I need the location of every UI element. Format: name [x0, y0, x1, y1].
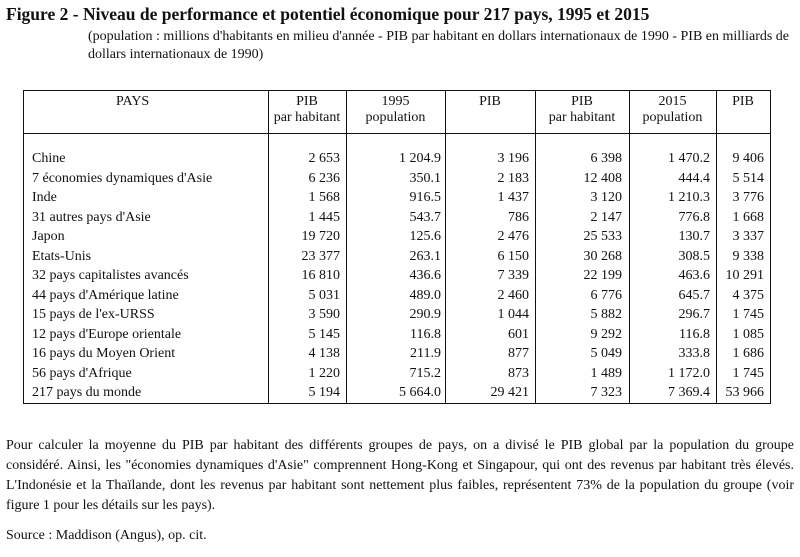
header-line1: PIB	[296, 94, 318, 109]
cell-population-2015: 444.4	[678, 170, 710, 186]
table-row	[24, 208, 770, 228]
header-line1: 2015	[658, 94, 687, 109]
header-line1: PIB	[732, 94, 754, 109]
cell-pib-par-habitant-1995: 1 445	[308, 209, 340, 225]
cell-pib-par-habitant-1995: 2 653	[308, 151, 340, 166]
cell-pib-par-habitant-2015: 1 489	[590, 365, 622, 381]
cell-population-1995: 211.9	[410, 346, 441, 361]
cell-pib-1995: 7 339	[497, 268, 529, 283]
cell-pib-par-habitant-2015: 3 120	[590, 190, 622, 205]
header-pib-1995	[445, 91, 535, 133]
cell-population-2015: 645.7	[678, 287, 710, 303]
cell-pib-par-habitant-1995: 6 236	[308, 170, 340, 186]
table-row	[24, 383, 770, 403]
cell-pib-2015: 1 085	[732, 326, 764, 342]
cell-population-2015: 296.7	[678, 307, 710, 322]
cell-population-1995: 5 664.0	[399, 385, 441, 400]
cell-population-1995: 436.6	[409, 268, 441, 283]
cell-population-2015: 1 172.0	[668, 365, 710, 381]
table-row	[24, 325, 770, 345]
cell-pib-1995: 3 196	[497, 151, 529, 166]
cell-pib-1995: 2 476	[497, 229, 529, 244]
data-table	[23, 90, 771, 404]
header-pib-par-habitant-1995	[268, 91, 346, 133]
cell-pays: Japon	[32, 229, 65, 244]
cell-pib-par-habitant-1995: 4 138	[308, 346, 340, 361]
cell-pib-2015: 5 514	[732, 170, 764, 186]
header-line1: PIB	[479, 94, 501, 109]
table-row	[24, 188, 770, 208]
cell-population-1995: 116.8	[410, 326, 441, 342]
cell-pib-par-habitant-2015: 30 268	[583, 248, 622, 264]
cell-pib-par-habitant-1995: 5 031	[308, 287, 340, 303]
table-row	[24, 364, 770, 384]
cell-population-2015: 333.8	[678, 346, 710, 361]
header-pays	[24, 91, 268, 133]
table-row	[24, 247, 770, 267]
table-body	[24, 149, 770, 403]
figure-subtitle: (population : millions d'habitants en milieu d'année - PIB par habitant en dollars internationaux de 1990 - PIB en milliards de dollars internationaux de 1990)	[88, 29, 790, 62]
cell-pib-1995: 6 150	[497, 248, 529, 264]
cell-population-1995: 263.1	[409, 248, 441, 264]
cell-pays: 7 économies dynamiques d'Asie	[32, 170, 213, 186]
cell-population-2015: 463.6	[678, 268, 710, 283]
cell-population-1995: 350.1	[409, 170, 441, 186]
cell-pib-1995: 601	[508, 326, 529, 342]
cell-pib-par-habitant-2015: 6 398	[590, 151, 622, 166]
cell-pays: 56 pays d'Afrique	[32, 365, 132, 381]
header-line2: par habitant	[548, 110, 616, 125]
cell-population-2015: 116.8	[679, 326, 710, 342]
cell-pib-2015: 10 291	[725, 268, 764, 283]
table-row	[24, 266, 770, 286]
table-row	[24, 305, 770, 325]
cell-pib-2015: 3 776	[732, 190, 764, 205]
cell-pib-1995: 877	[508, 346, 529, 361]
cell-population-1995: 1 204.9	[399, 151, 441, 166]
cell-pib-1995: 29 421	[490, 385, 529, 400]
cell-pib-par-habitant-2015: 9 292	[590, 326, 622, 342]
cell-population-2015: 130.7	[678, 229, 710, 244]
cell-population-1995: 125.6	[409, 229, 441, 244]
cell-pib-par-habitant-2015: 12 408	[583, 170, 622, 186]
cell-pib-par-habitant-1995: 5 194	[308, 385, 340, 400]
cell-pib-1995: 873	[508, 365, 529, 381]
source-line: Source : Maddison (Angus), op. cit.	[6, 528, 207, 543]
cell-population-1995: 489.0	[409, 287, 441, 303]
cell-population-2015: 776.8	[678, 209, 710, 225]
cell-pays: 31 autres pays d'Asie	[32, 209, 151, 225]
cell-pib-1995: 1 437	[497, 190, 529, 205]
table-row	[24, 227, 770, 247]
cell-pib-2015: 1 686	[732, 346, 764, 361]
header-line1: PIB	[571, 94, 593, 109]
cell-pib-par-habitant-2015: 7 323	[590, 385, 622, 400]
cell-population-2015: 1 210.3	[668, 190, 710, 205]
cell-pib-par-habitant-2015: 5 049	[590, 346, 622, 361]
cell-pays: 15 pays de l'ex-URSS	[32, 307, 155, 322]
cell-pib-2015: 9 338	[732, 248, 764, 264]
cell-pib-2015: 53 966	[725, 385, 764, 400]
table-row	[24, 169, 770, 189]
header-line2: population	[642, 110, 703, 125]
cell-population-2015: 1 470.2	[668, 151, 710, 166]
header-population-2015	[629, 91, 716, 133]
cell-pib-1995: 2 460	[497, 287, 529, 303]
cell-pib-par-habitant-1995: 1 568	[308, 190, 340, 205]
cell-population-2015: 308.5	[678, 248, 710, 264]
cell-pib-par-habitant-2015: 6 776	[590, 287, 622, 303]
cell-pays: 32 pays capitalistes avancés	[32, 268, 189, 283]
cell-pib-par-habitant-2015: 5 882	[590, 307, 622, 322]
cell-pib-par-habitant-2015: 25 533	[583, 229, 622, 244]
cell-pays: Etats-Unis	[32, 248, 92, 264]
cell-pib-1995: 2 183	[497, 170, 529, 186]
header-line1: 1995	[381, 94, 410, 109]
cell-pib-par-habitant-1995: 16 810	[301, 268, 340, 283]
cell-pays: 44 pays d'Amérique latine	[32, 287, 179, 303]
table-row	[24, 286, 770, 306]
cell-pays: Inde	[32, 190, 57, 205]
cell-pays: 16 pays du Moyen Orient	[32, 346, 176, 361]
header-line2: population	[365, 110, 426, 125]
figure-title: Figure 2 - Niveau de performance et potentiel économique pour 217 pays, 1995 et 2015	[6, 4, 650, 24]
cell-pib-2015: 4 375	[732, 287, 764, 303]
header-population-1995	[346, 91, 445, 133]
cell-pib-par-habitant-2015: 2 147	[590, 209, 622, 225]
cell-pib-par-habitant-2015: 22 199	[583, 268, 622, 283]
cell-pib-1995: 786	[508, 209, 529, 225]
cell-population-1995: 290.9	[409, 307, 441, 322]
cell-population-1995: 543.7	[409, 209, 441, 225]
cell-pib-par-habitant-1995: 5 145	[308, 326, 340, 342]
header-pib-par-habitant-2015	[535, 91, 629, 133]
cell-population-1995: 916.5	[409, 190, 441, 205]
header-pib-2015	[716, 91, 770, 133]
explanatory-note: Pour calculer la moyenne du PIB par habitant des différents groupes de pays, on a divisé le PIB global par la population du groupe considéré. Ainsi, les "économies dynamiques d'Asie" comprennent Hong-Kong et Singapour, qui ont des revenus par habitant très élevés. L'Indonésie et la Thaïlande, dont les revenus par habitant sont nettement plus faibles, représentent 73% de la population du groupe (voir figure 1 pour les détails sur les pays).	[6, 438, 794, 513]
cell-pib-2015: 1 745	[732, 365, 764, 381]
cell-pays: 12 pays d'Europe orientale	[32, 326, 182, 342]
cell-pib-par-habitant-1995: 1 220	[308, 365, 340, 381]
cell-pib-par-habitant-1995: 3 590	[308, 307, 340, 322]
cell-pib-1995: 1 044	[497, 307, 529, 322]
cell-pib-par-habitant-1995: 19 720	[301, 229, 340, 244]
table-row	[24, 149, 770, 169]
cell-pib-par-habitant-1995: 23 377	[301, 248, 340, 264]
cell-pays: Chine	[32, 151, 66, 166]
header-line2: par habitant	[273, 110, 341, 125]
cell-population-1995: 715.2	[409, 365, 441, 381]
cell-pib-2015: 9 406	[732, 151, 764, 166]
cell-population-2015: 7 369.4	[668, 385, 710, 400]
table-row	[24, 344, 770, 364]
cell-pib-2015: 1 668	[732, 209, 764, 225]
cell-pib-2015: 3 337	[732, 229, 764, 244]
table-header	[24, 91, 770, 134]
header-line1: PAYS	[116, 94, 150, 109]
cell-pays: 217 pays du monde	[32, 385, 142, 400]
cell-pib-2015: 1 745	[732, 307, 764, 322]
